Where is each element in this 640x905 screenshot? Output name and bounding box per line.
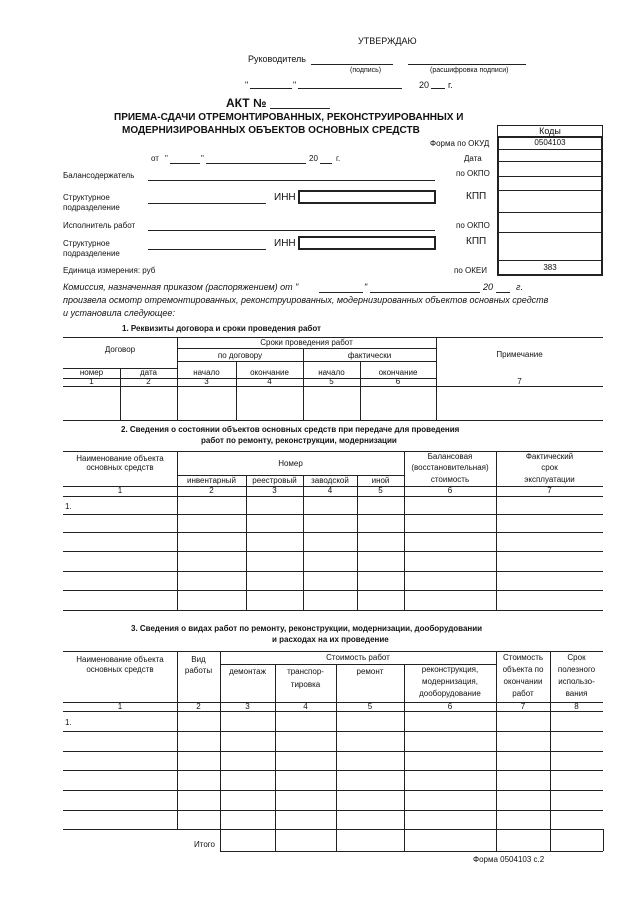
okpo-label-2: по ОКПО — [456, 221, 490, 230]
doc-month-line[interactable] — [206, 163, 306, 164]
object-cost-header: Стоимость — [502, 653, 544, 662]
doc-year-line[interactable] — [320, 163, 332, 164]
title-line-1: ПРИЕМА-СДАЧИ ОТРЕМОНТИРОВАННЫХ, РЕКОНСТРУИРОВАННЫХ И — [114, 112, 464, 123]
commission-line-1: Комиссия, назначенная приказом (распоряжением) от " — [63, 282, 299, 292]
approval-year-suffix: г. — [448, 80, 453, 90]
inventory-header: инвентарный — [186, 476, 237, 485]
struct-unit-1-line[interactable] — [148, 203, 266, 204]
approve-label: УТВЕРЖДАЮ — [358, 36, 417, 46]
section-2-title-1: 2. Сведения о состоянии объектов основных средств при передаче для проведения — [121, 425, 460, 434]
from-label: от — [151, 154, 159, 163]
codes-header-cell: Коды — [497, 125, 603, 137]
contract-number-header: номер — [79, 368, 104, 377]
date-label: Дата — [464, 154, 482, 163]
approval-quote-close: " — [293, 80, 297, 90]
by-contract-header: по договору — [217, 351, 263, 360]
contract-date-header: дата — [140, 368, 157, 377]
section-3-title-2: и расходах на их проведение — [272, 635, 389, 644]
terms-header: Сроки проведения работ — [260, 338, 353, 347]
order-day-line[interactable] — [319, 292, 363, 293]
inn-label-2: ИНН — [274, 238, 296, 249]
struct-unit-1-label: подразделение — [63, 203, 120, 212]
signature-line[interactable] — [311, 64, 393, 65]
useful-life-header: Срок — [567, 653, 586, 662]
unit-label: Единица измерения: руб — [63, 266, 156, 275]
signature-caption: (подпись) — [350, 67, 382, 74]
section-2-row-number: 1. — [65, 502, 72, 511]
balance-cost-header: Балансовая — [427, 452, 473, 461]
approval-day-line[interactable] — [250, 88, 292, 89]
struct-unit-2-line[interactable] — [148, 249, 266, 250]
number-header: Номер — [278, 459, 303, 468]
decoding-caption: (расшифровка подписи) — [430, 67, 509, 74]
total-row[interactable] — [220, 829, 603, 851]
reconstruction-header: реконструкция, — [421, 665, 479, 674]
act-number-line[interactable] — [270, 108, 330, 109]
register-header: реестровый — [252, 476, 297, 485]
commission-line-3: и установила следующее: — [63, 308, 175, 318]
form-page-label: Форма 0504103 с.2 — [473, 855, 545, 864]
other-header: иной — [371, 476, 390, 485]
transport-header: транспор- — [287, 667, 324, 676]
balance-holder-line[interactable] — [148, 180, 435, 181]
balance-holder-label: Балансодержатель — [63, 171, 135, 180]
object-name-header: Наименование объекта — [76, 454, 164, 463]
title-line-2: МОДЕРНИЗИРОВАННЫХ ОБЪЕКТОВ ОСНОВНЫХ СРЕДСТВ — [122, 125, 420, 136]
okei-label: по ОКЕИ — [454, 266, 487, 275]
contractor-label: Исполнитель работ — [63, 221, 136, 230]
note-header: Примечание — [496, 350, 543, 359]
work-kind-header: Вид — [191, 655, 206, 664]
kpp-label-1: КПП — [466, 191, 487, 202]
section-1-title: 1. Реквизиты договора и сроки проведения работ — [122, 324, 321, 333]
struct-unit-2-label: подразделение — [63, 249, 120, 258]
work-cost-header: Стоимость работ — [326, 653, 390, 662]
okud-code-value: 0504103 — [534, 138, 566, 147]
okpo-label-1: по ОКПО — [456, 169, 490, 178]
section-2-title-2: работ по ремонту, реконструкции, модернизации — [201, 436, 397, 445]
approval-month-line[interactable] — [298, 88, 402, 89]
codes-frame — [497, 136, 603, 276]
inn-field-1[interactable] — [298, 190, 436, 204]
approval-year-line[interactable] — [431, 88, 445, 89]
commission-line-2: произвела осмотр отремонтированных, реконструированных, модернизированных объектов основных средств — [63, 295, 549, 305]
decoding-line[interactable] — [408, 64, 526, 65]
act-number-label: АКТ № — [226, 96, 267, 110]
section-1-data-row[interactable] — [63, 386, 603, 420]
contract-header: Договор — [104, 345, 136, 354]
doc-day-line[interactable] — [170, 163, 200, 164]
inn-field-2[interactable] — [298, 236, 436, 250]
s3-object-name-header: Наименование объекта — [76, 655, 164, 664]
actual-header: фактически — [347, 351, 392, 360]
okei-code-value: 383 — [543, 263, 557, 272]
repair-header: ремонт — [356, 667, 384, 676]
factory-header: заводской — [311, 476, 349, 485]
dismantle-header: демонтаж — [229, 667, 266, 676]
actual-life-header: Фактический — [525, 452, 574, 461]
section-2-data-rows[interactable] — [63, 496, 603, 610]
total-label: Итого — [194, 840, 215, 849]
approval-quote-open: " — [245, 80, 249, 90]
okud-label: Форма по ОКУД — [430, 139, 490, 148]
section-3-data-rows[interactable] — [63, 711, 603, 829]
section-3-title-1: 3. Сведения о видах работ по ремонту, реконструкции, модернизации, дооборудовании — [131, 624, 483, 633]
head-label: Руководитель — [248, 54, 306, 64]
section-3-row-number: 1. — [65, 718, 72, 727]
order-year-line[interactable] — [496, 292, 510, 293]
inn-label-1: ИНН — [274, 192, 296, 203]
approval-year-prefix: 20 — [419, 80, 430, 90]
contractor-line[interactable] — [148, 230, 435, 231]
kpp-label-2: КПП — [466, 236, 487, 247]
order-month-line[interactable] — [370, 292, 480, 293]
